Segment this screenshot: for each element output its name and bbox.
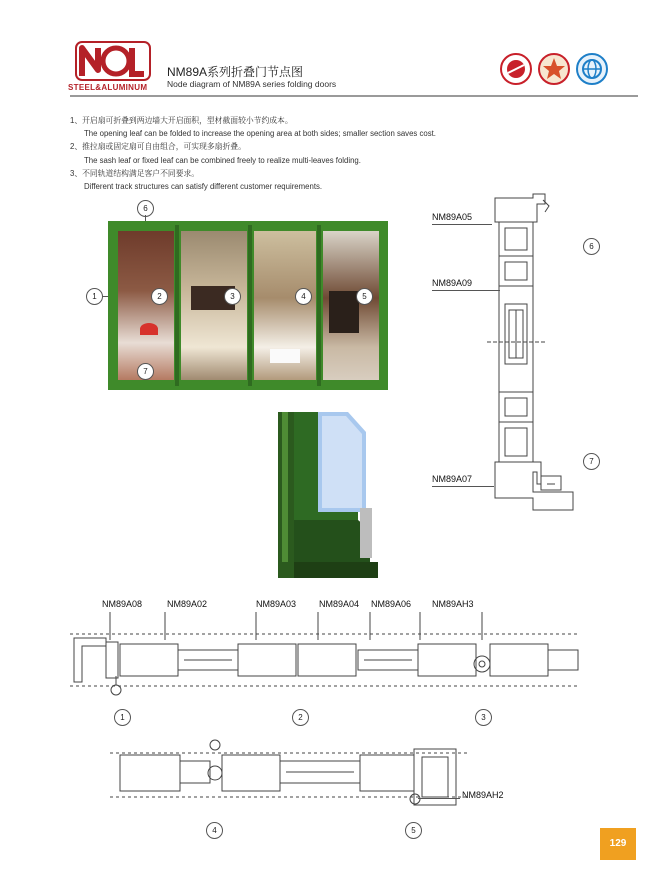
feature-2-en: The sash leaf or fixed leaf can be combined freely to realize multi-leaves folding. — [84, 155, 361, 165]
leader-line — [432, 486, 494, 487]
feature-3-en: Different track structures can satisfy different customer requirements. — [84, 182, 323, 192]
door-mullion — [248, 225, 252, 386]
photo-callout-4: 4 — [295, 288, 312, 305]
leader-line — [418, 798, 460, 799]
feature-1-en: The opening leaf can be folded to increase the opening area at both sides; smaller section saves cost. — [84, 129, 436, 139]
label-nm89a05: NM89A05 — [432, 212, 473, 222]
horizontal-section-1-drawing — [70, 610, 580, 700]
folding-door-photo — [108, 221, 388, 390]
leader-line — [102, 296, 108, 297]
page-title-en: Node diagram of NM89A series folding doors — [167, 79, 337, 89]
feature-1-zh: 1、开启扇可折叠到两边墙大开启面积，型材截面较小节约成本。 — [70, 116, 293, 125]
feature-list — [70, 114, 540, 193]
award-badge — [538, 53, 570, 85]
red-seal-badge — [500, 53, 532, 85]
feature-3-zh: 3、不同轨道结构满足客户不同要求。 — [70, 168, 200, 178]
section-callout-2: 2 — [292, 709, 309, 726]
leader-line — [432, 290, 500, 291]
label-nm89a06: NM89A06 — [371, 599, 412, 609]
section-callout-5: 5 — [405, 822, 422, 839]
door-mullion — [317, 225, 321, 386]
label-nm89a08: NM89A08 — [102, 599, 143, 609]
photo-callout-6: 6 — [137, 200, 154, 217]
page-title-zh: NM89A系列折叠门节点图 — [167, 65, 304, 79]
section-callout-1: 1 — [114, 709, 131, 726]
photo-callout-3: 3 — [224, 288, 241, 305]
horizontal-section-2-drawing — [110, 735, 470, 815]
label-nm89a03: NM89A03 — [256, 599, 297, 609]
section-callout-3: 3 — [475, 709, 492, 726]
label-nm89ah3: NM89AH3 — [432, 599, 474, 609]
leader-line — [145, 215, 146, 221]
door-pane-4 — [323, 231, 379, 380]
photo-callout-1: 1 — [86, 288, 103, 305]
label-nm89a02: NM89A02 — [167, 599, 208, 609]
photo-callout-2: 2 — [151, 288, 168, 305]
label-nm89a09: NM89A09 — [432, 278, 473, 288]
header-rule — [70, 95, 638, 97]
label-nm89ah2: NM89AH2 — [462, 790, 504, 800]
door-pane-1 — [118, 231, 174, 380]
section-callout-7: 7 — [583, 453, 600, 470]
door-pane-3 — [254, 231, 316, 380]
label-nm89a07: NM89A07 — [432, 474, 473, 484]
vertical-section-drawing — [485, 192, 575, 582]
section-callout-6: 6 — [583, 238, 600, 255]
door-pane-2 — [181, 231, 247, 380]
leader-line — [432, 224, 492, 225]
corner-profile-render — [278, 412, 378, 578]
globe-certification-badge — [576, 53, 608, 85]
logo-text: STEEL&ALUMINUM — [68, 83, 148, 92]
photo-callout-7: 7 — [137, 363, 154, 380]
section-callout-4: 4 — [206, 822, 223, 839]
page-number: 129 — [600, 828, 636, 860]
door-mullion — [175, 225, 179, 386]
photo-callout-5: 5 — [356, 288, 373, 305]
feature-2-zh: 2、推拉扇或固定扇可自由组合，可实现多扇折叠。 — [70, 142, 246, 152]
label-nm89a04: NM89A04 — [319, 599, 360, 609]
